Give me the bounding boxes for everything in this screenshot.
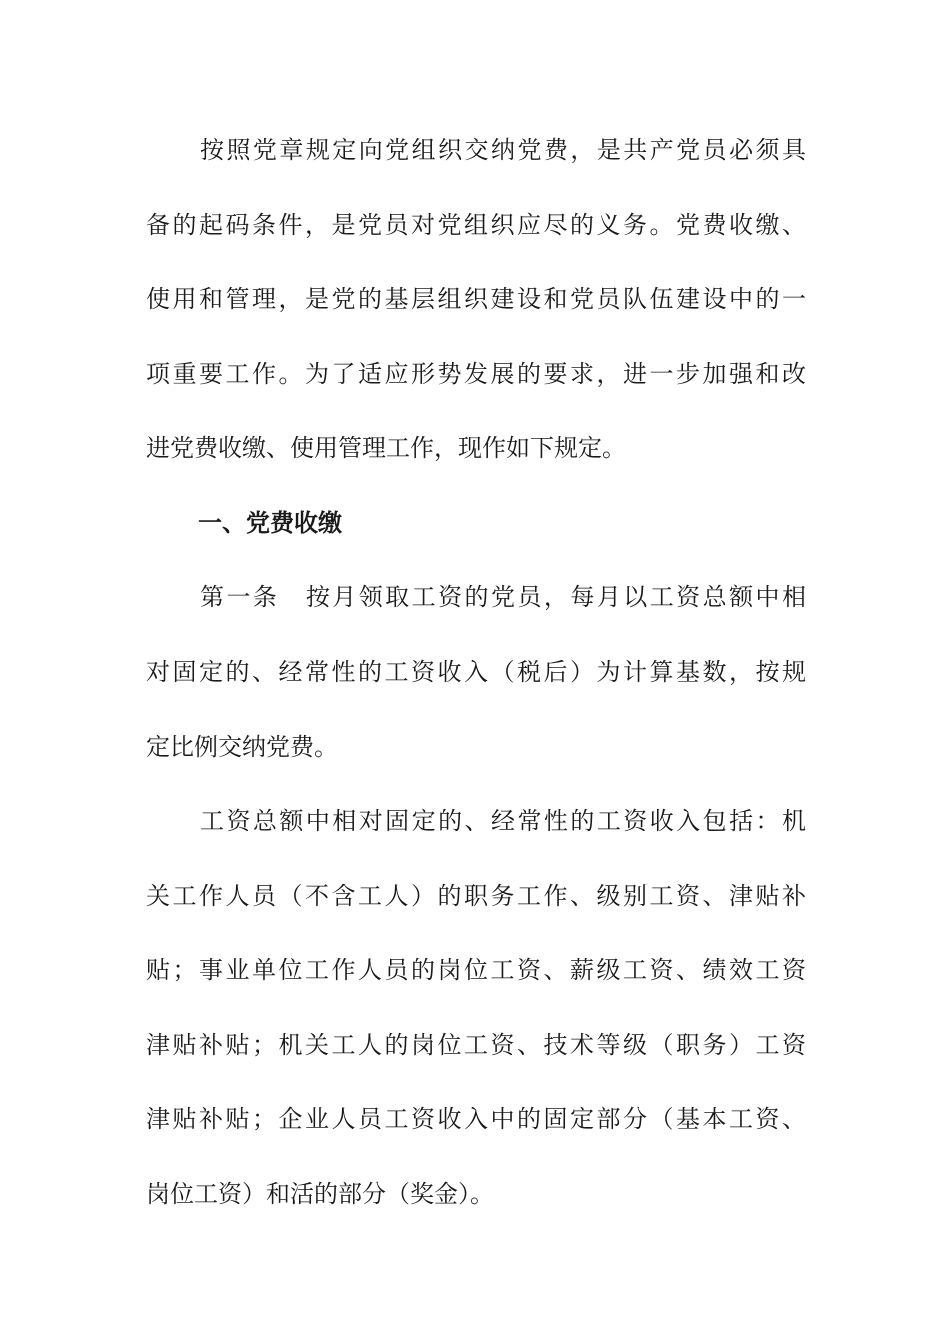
paragraph-1-line-4: 项重要工作。为了适应形势发展的要求，进一步加强和改: [146, 360, 806, 388]
paragraph-1-line-5: 进党费收缴、使用管理工作，现作如下规定。: [146, 434, 626, 462]
article-1-line-2: 对固定的、经常性的工资收入（税后）为计算基数，按规: [146, 658, 806, 686]
paragraph-3-line-1: 工资总额中相对固定的、经常性的工资收入包括：机: [200, 807, 806, 835]
paragraph-1-line-3: 使用和管理，是党的基层组织建设和党员队伍建设中的一: [146, 285, 806, 313]
paragraph-1-line-1: 按照党章规定向党组织交纳党费，是共产党员必须具: [200, 136, 806, 164]
article-1-line-1: 第一条 按月领取工资的党员，每月以工资总额中相: [200, 583, 806, 611]
paragraph-3-line-3: 贴；事业单位工作人员的岗位工资、薪级工资、绩效工资: [146, 956, 806, 984]
paragraph-3-line-2: 关工作人员（不含工人）的职务工作、级别工资、津贴补: [146, 882, 806, 910]
paragraph-3-line-5: 津贴补贴；企业人员工资收入中的固定部分（基本工资、: [146, 1105, 806, 1133]
article-1-line-3: 定比例交纳党费。: [146, 733, 338, 761]
section-heading: 一、党费收缴: [198, 509, 342, 537]
paragraph-3-line-6: 岗位工资）和活的部分（奖金）。: [146, 1180, 494, 1208]
paragraph-3-line-4: 津贴补贴；机关工人的岗位工资、技术等级（职务）工资: [146, 1031, 806, 1059]
paragraph-1-line-2: 备的起码条件，是党员对党组织应尽的义务。党费收缴、: [146, 211, 806, 239]
